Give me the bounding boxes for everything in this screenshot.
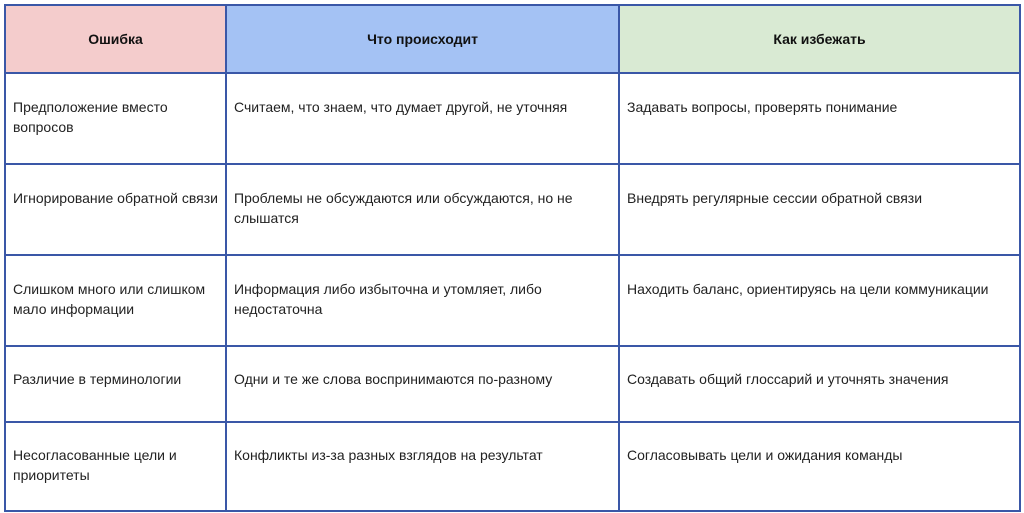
cell-what-happens: Одни и те же слова воспринимаются по-разному [226, 346, 619, 422]
table-container [4, 4, 1021, 512]
table-row [5, 346, 1020, 422]
header-mistake: Ошибка [5, 5, 226, 73]
cell-how-to-avoid: Задавать вопросы, проверять понимание [619, 73, 1020, 164]
header-how-to-avoid: Как избежать [619, 5, 1020, 73]
cell-mistake: Слишком много или слишком мало информации [5, 255, 226, 346]
header-what-happens: Что происходит [226, 5, 619, 73]
header-row [5, 5, 1020, 73]
cell-what-happens: Информация либо избыточна и утомляет, либо недостаточна [226, 255, 619, 346]
cell-how-to-avoid: Находить баланс, ориентируясь на цели коммуникации [619, 255, 1020, 346]
cell-what-happens: Конфликты из-за разных взглядов на результат [226, 422, 619, 511]
table-row [5, 73, 1020, 164]
cell-how-to-avoid: Согласовывать цели и ожидания команды [619, 422, 1020, 511]
table-row [5, 164, 1020, 255]
cell-mistake: Несогласованные цели и приоритеты [5, 422, 226, 511]
cell-what-happens: Считаем, что знаем, что думает другой, не уточняя [226, 73, 619, 164]
cell-how-to-avoid: Создавать общий глоссарий и уточнять значения [619, 346, 1020, 422]
cell-how-to-avoid: Внедрять регулярные сессии обратной связи [619, 164, 1020, 255]
cell-mistake: Предположение вместо вопросов [5, 73, 226, 164]
table-row [5, 422, 1020, 511]
cell-mistake: Игнорирование обратной связи [5, 164, 226, 255]
table-row [5, 255, 1020, 346]
cell-mistake: Различие в терминологии [5, 346, 226, 422]
mistakes-table [4, 4, 1021, 512]
cell-what-happens: Проблемы не обсуждаются или обсуждаются, но не слышатся [226, 164, 619, 255]
